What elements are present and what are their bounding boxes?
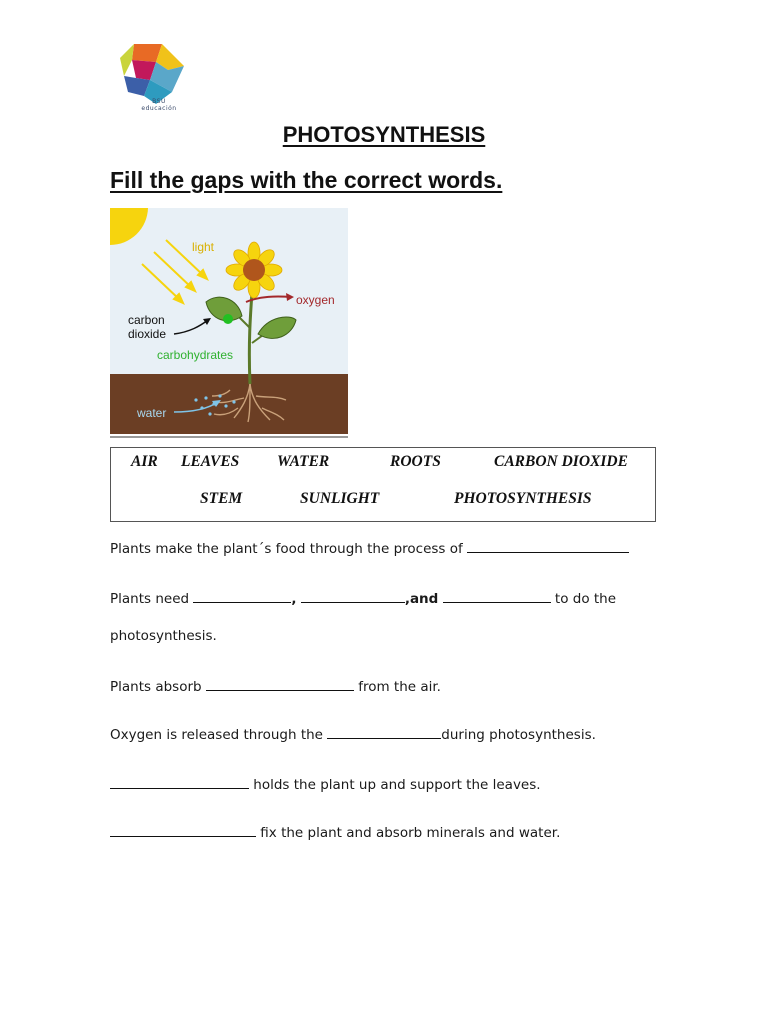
sentence-6: fix the plant and absorb minerals and water. xyxy=(110,823,560,841)
blank-2a[interactable] xyxy=(193,589,291,603)
sentence-3: Plants absorb from the air. xyxy=(110,679,441,695)
logo-caption: BSU educación xyxy=(141,98,177,112)
blank-2b[interactable] xyxy=(301,589,405,603)
blank-4[interactable] xyxy=(327,725,441,739)
page-title: PHOTOSYNTHESIS xyxy=(282,122,486,147)
blank-6[interactable] xyxy=(110,823,256,837)
sentence-2-continuation: photosynthesis. xyxy=(110,628,217,644)
word-carbon-dioxide: CARBON DIOXIDE xyxy=(494,453,628,470)
word-leaves: LEAVES xyxy=(181,453,240,470)
blank-1[interactable] xyxy=(467,539,629,553)
word-stem: STEM xyxy=(200,490,243,507)
sentence-2: Plants need , ,and to do the xyxy=(110,591,617,607)
sentence-1: Plants make the plant´s food through the process of xyxy=(110,539,629,557)
blank-5[interactable] xyxy=(110,775,249,789)
sentence-4: Oxygen is released through the during photosynthesis. xyxy=(110,727,596,743)
sentence-5: holds the plant up and support the leaves. xyxy=(110,775,541,793)
blank-3[interactable] xyxy=(206,677,354,691)
oxygen-label: oxygen xyxy=(296,293,335,307)
instructions-heading: Fill the gaps with the correct words. xyxy=(110,167,503,193)
blank-2c[interactable] xyxy=(443,589,551,603)
water-label: water xyxy=(137,406,167,420)
carbohydrates-label: carbohydrates xyxy=(157,348,234,362)
soil-background xyxy=(110,374,348,434)
word-water: WATER xyxy=(277,453,330,470)
dioxide-label: dioxide xyxy=(128,327,167,341)
light-label: light xyxy=(192,240,215,254)
word-air: AIR xyxy=(131,453,158,470)
word-photosynthesis: PHOTOSYNTHESIS xyxy=(454,490,592,507)
word-bank xyxy=(110,447,656,522)
word-sunlight: SUNLIGHT xyxy=(300,490,380,507)
photosynthesis-diagram xyxy=(110,208,348,438)
word-roots: ROOTS xyxy=(390,453,441,470)
carbon-label: carbon xyxy=(128,313,165,327)
